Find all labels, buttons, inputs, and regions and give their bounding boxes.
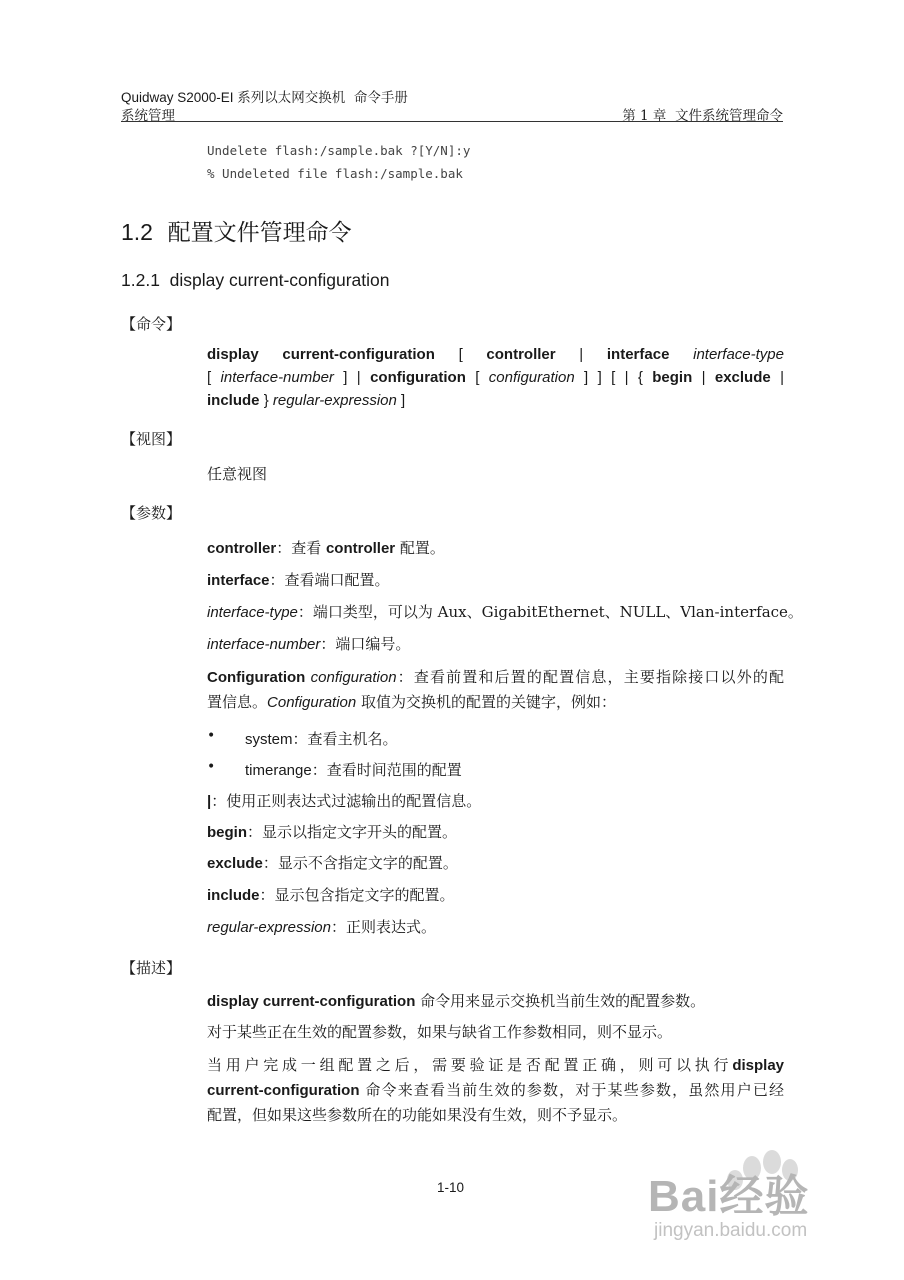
param-interface-type-name: interface-type: [207, 604, 298, 621]
param-pipe-desc: ：使用正则表达式过滤输出的配置信息。: [211, 792, 482, 810]
bullet-1-desc: ：查看主机名。: [292, 730, 398, 748]
bullet-2-desc: ：查看时间范围的配置: [311, 761, 462, 779]
param-configuration-arg: configuration: [305, 669, 397, 686]
cmd-controller: controller: [486, 346, 556, 363]
header-left-top: [121, 86, 408, 106]
code-line-2: % Undeleted file flash:/sample.bak: [207, 166, 463, 181]
param-controller-name-2: controller: [325, 540, 396, 557]
view-value: 任意视图: [207, 465, 268, 483]
desc-para-3-cmd-1: display: [732, 1057, 784, 1074]
cmd-interface: interface: [606, 346, 670, 363]
header-manual: 命令手册: [353, 90, 408, 106]
cmd-pipe-3: |: [780, 369, 784, 386]
bullet-2-key: timerange: [245, 762, 312, 779]
cmd-begin: begin: [652, 369, 693, 386]
header-chapter-title: 文件系统管理命令: [675, 108, 783, 124]
param-interface-desc: ：查看端口配置。: [269, 571, 390, 589]
cmd-pipe-1: |: [579, 346, 584, 363]
cmd-brace-close: }: [263, 392, 269, 409]
bullet-2: [245, 759, 462, 780]
param-configuration-desc-3: 取值为交换机的配置的关键字，例如：: [356, 693, 617, 711]
param-exclude-name: exclude: [207, 855, 263, 872]
bullet-2-dot: •: [207, 759, 216, 775]
cmd-configuration-arg: configuration: [488, 369, 575, 386]
param-controller-desc-2: 配置。: [395, 539, 445, 557]
cmd-pipe-2: |: [701, 369, 706, 386]
param-configuration-desc-2: 置信息。: [207, 693, 268, 711]
cmd-bracket-open-2: [: [207, 369, 212, 386]
desc-para-3-cmd-2: current-configuration: [207, 1082, 360, 1099]
param-pipe-name: |: [207, 793, 212, 810]
bullet-1-dot: •: [207, 728, 216, 744]
param-configuration-name: Configuration: [207, 669, 306, 686]
cmd-interface-number: interface-number: [220, 369, 334, 386]
param-begin-name: begin: [207, 824, 247, 841]
param-include-name: include: [207, 887, 260, 904]
desc-para-3-line-3: [207, 1103, 784, 1127]
desc-para-3-line-2: [207, 1078, 784, 1103]
param-interface-type: [207, 601, 803, 622]
command-syntax-line-1: [207, 343, 784, 366]
header-chapter-num: 第 1 章: [622, 108, 667, 124]
desc-line-1-text: 命令用来显示交换机当前生效的配置参数。: [415, 992, 706, 1010]
param-configuration-name-2: Configuration: [267, 694, 357, 711]
desc-cmd: display current-configuration: [207, 993, 416, 1010]
param-interface-type-desc: ：端口类型，可以为 Aux、GigabitEthernet、NULL、Vlan-interface。: [297, 603, 803, 621]
param-begin: [207, 821, 457, 842]
subsection-number: 1.2.1: [121, 270, 160, 290]
param-interface: [207, 569, 390, 590]
desc-line-1: [207, 990, 705, 1011]
watermark-brand: Bai经验: [648, 1172, 810, 1221]
cmd-regular-expression: regular-expression: [272, 392, 397, 409]
section-heading: [121, 214, 352, 247]
cmd-bracket-close: ]: [401, 392, 406, 409]
watermark-url: jingyan.baidu.com: [654, 1220, 808, 1241]
cmd-exclude: exclude: [714, 369, 771, 386]
param-interface-number-name: interface-number: [207, 636, 321, 653]
label-params: 【参数】: [121, 504, 182, 522]
command-syntax-line-2: [207, 366, 784, 389]
page-number: 1-10: [437, 1180, 465, 1195]
header-section: 系统管理: [121, 108, 175, 124]
param-begin-desc: ：显示以指定文字开头的配置。: [247, 823, 458, 841]
code-line-1: Undelete flash:/sample.bak ?[Y/N]:y: [207, 143, 471, 158]
param-controller: [207, 537, 445, 558]
param-exclude: [207, 852, 458, 873]
label-view: 【视图】: [121, 430, 182, 448]
desc-para-3-text-1: 当用户完成一组配置之后，需要验证是否配置正确，则可以执行: [207, 1056, 733, 1074]
cmd-bracket-open-3: [: [475, 369, 480, 386]
cmd-bracket-close-pipe: ] |: [343, 369, 361, 386]
desc-para-3-text-2: 命令来查看当前生效的参数，对于某些参数，虽然用户已经: [359, 1081, 784, 1099]
subsection-heading: [121, 270, 390, 291]
cmd-interface-type: interface-type: [693, 346, 784, 363]
label-command: 【命令】: [121, 315, 182, 333]
param-configuration-line-2: [207, 690, 784, 715]
subsection-title: display current-configuration: [169, 270, 390, 290]
bullet-1: [245, 728, 398, 749]
param-interface-number: [207, 633, 410, 654]
param-controller-name: controller: [207, 540, 277, 557]
param-interface-name: interface: [207, 572, 270, 589]
param-regex-desc: ：正则表达式。: [330, 918, 436, 936]
command-syntax-line-3: [207, 389, 784, 412]
param-interface-number-desc: ：端口编号。: [320, 635, 411, 653]
cmd-include: include: [207, 392, 260, 409]
label-desc: 【描述】: [121, 959, 182, 977]
desc-line-2: 对于某些正在生效的配置参数，如果与缺省工作参数相同，则不显示。: [207, 1023, 673, 1041]
desc-para-3-line-1: [207, 1053, 784, 1078]
param-include-desc: ：显示包含指定文字的配置。: [259, 886, 455, 904]
param-regex-name: regular-expression: [207, 919, 331, 936]
param-configuration-desc-1: ：查看前置和后置的配置信息，主要指除接口以外的配: [396, 668, 784, 686]
param-include: [207, 884, 455, 905]
bullet-1-key: system: [245, 731, 293, 748]
param-configuration-line-1: [207, 665, 784, 690]
param-exclude-desc: ：显示不含指定文字的配置。: [262, 854, 458, 872]
desc-para-3: [207, 1053, 784, 1127]
param-configuration: [207, 665, 784, 715]
header-rule: [121, 121, 783, 122]
cmd-current-configuration: current-configuration: [282, 346, 435, 363]
section-number: 1.2: [121, 219, 153, 245]
param-controller-desc-1: ：查看: [276, 539, 326, 557]
cmd-display: display: [207, 346, 259, 363]
header-product: Quidway S2000-EI 系列以太网交换机: [121, 90, 346, 105]
cmd-bracket-open: [: [458, 346, 463, 363]
param-pipe: [207, 790, 481, 811]
param-regular-expression: [207, 916, 436, 937]
cmd-configuration: configuration: [370, 369, 466, 386]
section-title: 配置文件管理命令: [167, 220, 352, 246]
cmd-bracket-group: ] ] [ | {: [584, 369, 643, 386]
desc-para-3-text-3: 配置，但如果这些参数所在的功能如果没有生效，则不予显示。: [207, 1106, 628, 1124]
